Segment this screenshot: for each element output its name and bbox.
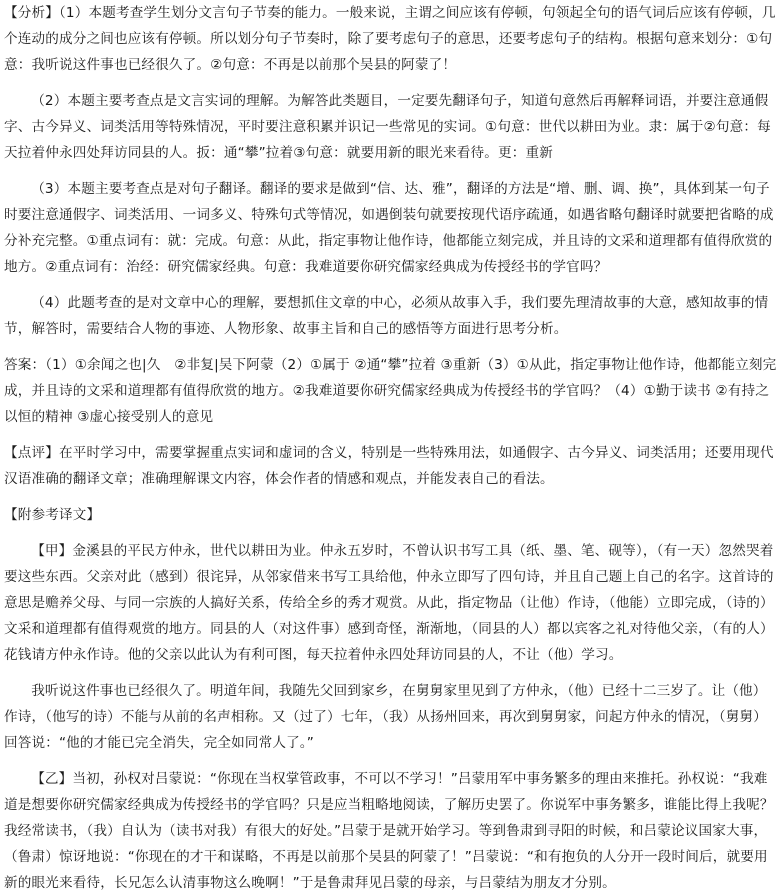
translation-passage-jia-2: 我听说这件事也已经很久了。明道年间，我随先父回到家乡，在舅舅家里见到了方仲永，（他）已经十二三岁了。让（他）作诗，（他写的诗）不能与从前的名声相称。又（过了）七年，（我）从扬州回来，再次到舅舅家，问起方仲永的情况，（舅舅）回答说：“他的才能已完全消失，完全如同常人了。” bbox=[4, 683, 767, 751]
translation-passage-jia: 【甲】金溪县的平民方仲永，世代以耕田为业。仲永五岁时，不曾认识书写工具（纸、墨、笔、砚等），（有一天）忽然哭着要这些东西。父亲对此（感到）很诧异，从邻家借来书写工具给他，仲永立即写了四句诗，并且自己题上自己的名字。这首诗的意思是赡养父母、与同一宗族的人搞好关系，传给全乡的秀才观赏。从此，指定物品（让他）作诗，（他能）立即完成，（诗的）文采和道理都有值得观赏的地方。同县的人（对这件事）感到奇怪，渐渐地，（同县的人）都以宾客之礼对待他父亲，（有的人）花钱请方仲永作诗。他的父亲以此认为有利可图，每天拉着仲永四处拜访同县的人，不让（他）学习。 bbox=[4, 543, 774, 663]
translation-heading: 【附参考译文】 bbox=[4, 507, 101, 523]
analysis-section-4: （4）此题考查的是对文章中心的理解，要想抓住文章的中心，必须从故事入手，我们要先理清故事的大意，感知故事的情节，解答时，需要结合人物的事迹、人物形象、故事主旨和自己的感悟等方面进行思考分析。 bbox=[4, 295, 769, 337]
answer-section: 答案：（1）①余闻之也|久 ②非复|吴下阿蒙（2）①属于 ②通“攀”拉着 ③重新（3）①从此，指定事物让他作诗，他都能立刻完成，并且诗的文采和道理都有值得欣赏的地方。②我难道要你研究儒家经典成为传授经书的学官吗？（4）①勤于读书 ②有持之以恒的精神 ③虚心接受别人的意见 bbox=[4, 357, 777, 425]
analysis-section-2: （2）本题主要考查点是文言实词的理解。为解答此类题目，一定要先翻译句子，知道句意然后再解释词语，并要注意通假字、古今异义、词类活用等特殊情况，平时要注意积累并识记一些常见的实词。①句意：世代以耕田为业。隶：属于②句意：每天拉着仲永四处拜访同县的人。扳：通“攀”拉着③句意：就要用新的眼光来看待。更：重新 bbox=[4, 93, 771, 161]
translation-passage-yi: 【乙】当初，孙权对吕蒙说：“你现在当权掌管政事，不可以不学习！”吕蒙用军中事务繁多的理由来推托。孙权说：“我难道是想要你研究儒家经典成为传授经书的学官吗？只是应当粗略地阅读，了解历史罢了。你说军中事务繁多，谁能比得上我呢？我经常读书，（我）自认为（读书对我）有很大的好处。”吕蒙于是就开始学习。等到鲁肃到寻阳的时候，和吕蒙论议国家大事，（鲁肃）惊讶地说：“你现在的才干和谋略，不再是以前那个吴县的阿蒙了！”吕蒙说：“和有抱负的人分开一段时间后，就要用新的眼光来看待，长兄怎么认清事物这么晚啊！”于是鲁肃拜见吕蒙的母亲，与吕蒙结为朋友才分别。 bbox=[4, 771, 774, 891]
analysis-section-1: 【分析】（1）本题考查学生划分文言句子节奏的能力。一般来说，主谓之间应该有停顿，句领起全句的语气词后应该有停顿，几个连动的成分之间也应该有停顿。所以划分句子节奏时，除了要考虑句子的意思，还要考虑句子的结构。根据句意来划分：①句意：我听说这件事也已经很久了。②句意：不再是以前那个吴县的阿蒙了！ bbox=[4, 5, 776, 73]
analysis-section-3: （3）本题主要考查点是对句子翻译。翻译的要求是做到“信、达、雅”，翻译的方法是“增、删、调、换”，具体到某一句子时要注意通假字、词类活用、一词多义、特殊句式等情况，如遇倒装句就要按现代语序疏通，如遇省略句翻译时就要把省略的成分补充完整。①重点词有：就：完成。句意：从此，指定事物让他作诗，他都能立刻完成，并且诗的文采和道理都有值得欣赏的地方。②重点词有：治经：研究儒家经典。句意：我难道要你研究儒家经典成为传授经书的学官吗？ bbox=[4, 181, 774, 275]
comment-section: 【点评】在平时学习中，需要掌握重点实词和虚词的含义，特别是一些特殊用法，如通假字、古今异义、词类活用；还要用现代汉语准确的翻译文章；准确理解课文内容，体会作者的情感和观点，并能发表自己的看法。 bbox=[4, 445, 774, 487]
